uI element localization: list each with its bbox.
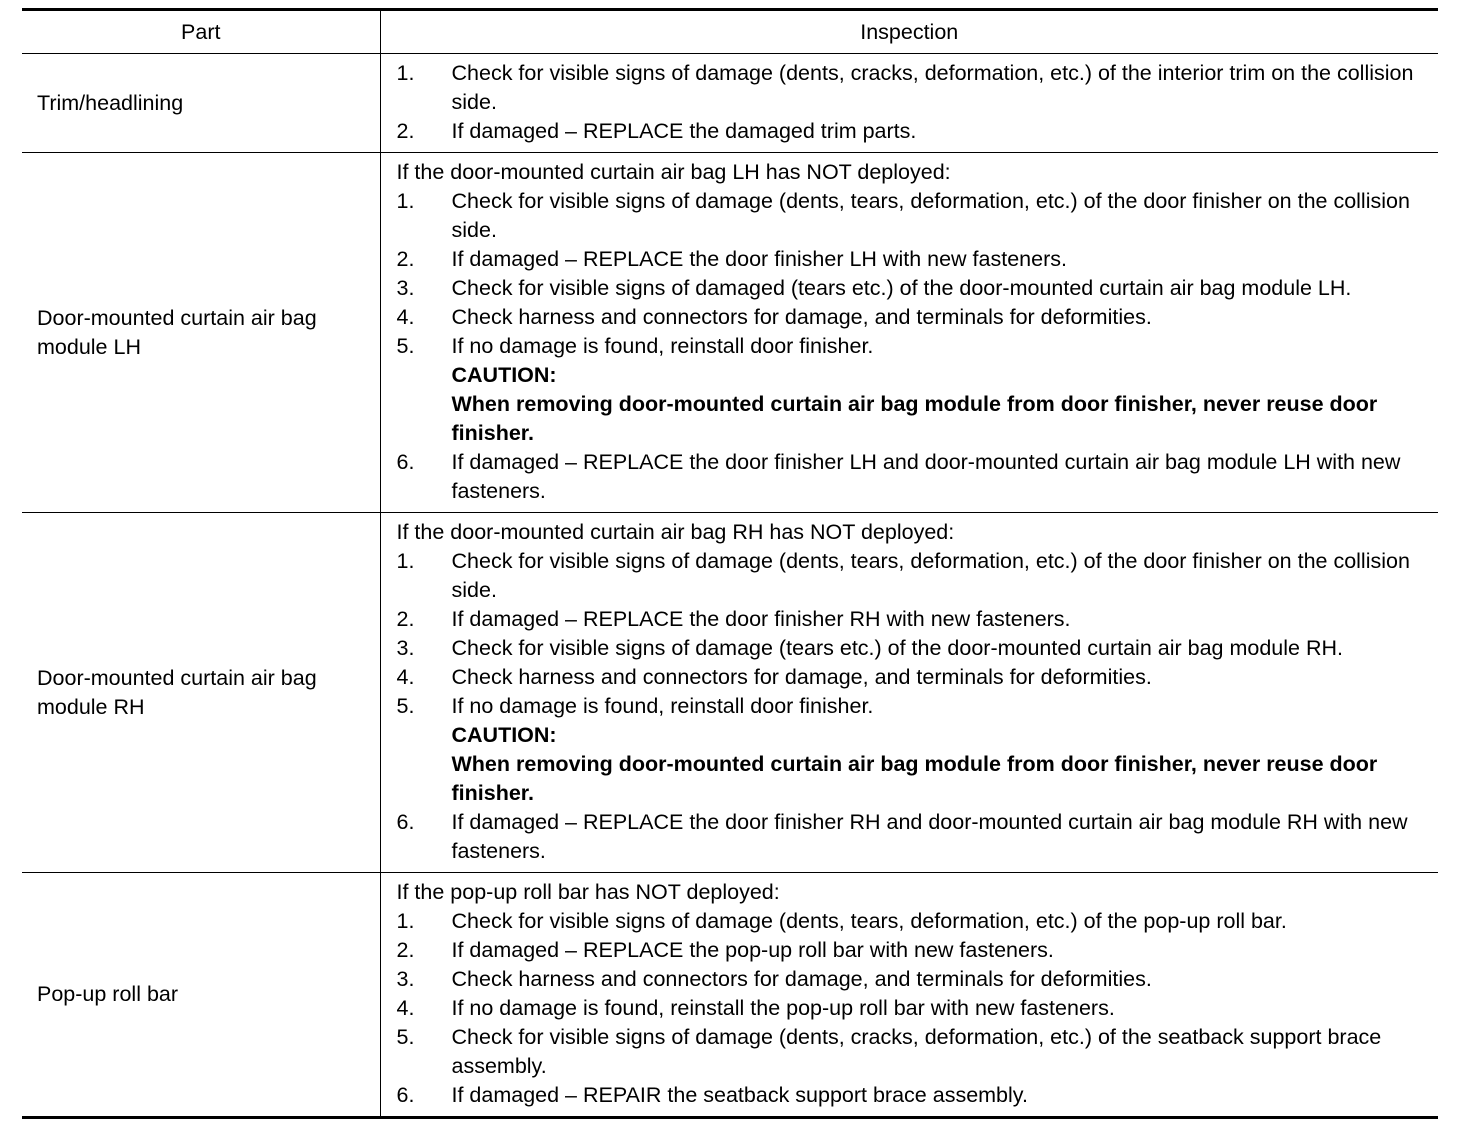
- step-text: If damaged – REPLACE the damaged trim parts.: [451, 119, 917, 143]
- caution-text: When removing door-mounted curtain air bag module from door finisher, never reuse door finisher.: [451, 392, 1378, 445]
- part-cell: Door-mounted curtain air bag module RH: [22, 513, 380, 873]
- step-number: 2.: [396, 607, 415, 631]
- step-text: If no damage is found, reinstall the pop-up roll bar with new fasteners.: [451, 996, 1115, 1020]
- part-cell: Pop-up roll bar: [22, 873, 380, 1118]
- step-text: If no damage is found, reinstall door finisher.: [451, 694, 874, 718]
- step-text: Check for visible signs of damage (dents, cracks, deformation, etc.) of the seatback support brace assembly.: [451, 1025, 1382, 1078]
- step-item: [397, 1023, 1429, 1081]
- step-number: 6.: [396, 1083, 415, 1107]
- step-number: 6.: [396, 450, 415, 474]
- step-text: Check for visible signs of damage (dents, cracks, deformation, etc.) of the interior trim on the collision side.: [451, 61, 1414, 114]
- step-item: [397, 936, 1429, 965]
- step-number: 6.: [396, 810, 415, 834]
- inspection-cell: [380, 513, 1438, 873]
- step-text: Check for visible signs of damage (dents, tears, deformation, etc.) of the door finisher on the collision side.: [451, 549, 1410, 602]
- inspection-cell: [380, 54, 1438, 153]
- step-item: [397, 1081, 1429, 1110]
- step-text: If damaged – REPLACE the door finisher RH and door-mounted curtain air bag module RH with new fasteners.: [451, 810, 1408, 863]
- step-item: [397, 187, 1429, 245]
- step-list: [397, 59, 1429, 146]
- step-text: If damaged – REPLACE the door finisher LH with new fasteners.: [451, 247, 1067, 271]
- step-item: [397, 274, 1429, 303]
- part-cell: Trim/headlining: [22, 54, 380, 153]
- step-list: [397, 907, 1429, 1110]
- step-number: 3.: [396, 636, 415, 660]
- inspection-cell: [380, 153, 1438, 513]
- table-row: [22, 54, 1438, 153]
- inspection-intro: If the door-mounted curtain air bag LH has NOT deployed:: [396, 160, 951, 184]
- step-item: [397, 634, 1429, 663]
- table-row: [22, 873, 1438, 1118]
- step-number: 5.: [396, 1025, 415, 1049]
- step-text: Check for visible signs of damaged (tears etc.) of the door-mounted curtain air bag module LH.: [451, 276, 1352, 300]
- table-row: [22, 513, 1438, 873]
- step-text: If no damage is found, reinstall door finisher.: [451, 334, 874, 358]
- inspection-cell: [380, 873, 1438, 1118]
- step-number: 3.: [396, 967, 415, 991]
- step-item: [397, 692, 1429, 808]
- step-text: If damaged – REPLACE the pop-up roll bar with new fasteners.: [451, 938, 1054, 962]
- step-text: Check harness and connectors for damage, and terminals for deformities.: [451, 305, 1152, 329]
- step-item: [397, 994, 1429, 1023]
- header-part: Part: [22, 10, 380, 54]
- inspection-table: [22, 8, 1438, 1119]
- step-number: 1.: [396, 549, 415, 573]
- inspection-intro: If the door-mounted curtain air bag RH has NOT deployed:: [396, 520, 955, 544]
- step-text: If damaged – REPLACE the door finisher RH with new fasteners.: [451, 607, 1071, 631]
- caution-label: CAUTION:: [451, 723, 557, 747]
- part-cell: Door-mounted curtain air bag module LH: [22, 153, 380, 513]
- step-item: [397, 303, 1429, 332]
- step-item: [397, 605, 1429, 634]
- step-list: [397, 187, 1429, 506]
- step-item: [397, 808, 1429, 866]
- table-body: [22, 54, 1438, 1118]
- step-text: Check harness and connectors for damage, and terminals for deformities.: [451, 967, 1152, 991]
- step-number: 2.: [396, 119, 415, 143]
- table-header: [22, 10, 1438, 54]
- step-number: 5.: [396, 334, 415, 358]
- table-row: [22, 153, 1438, 513]
- step-list: [397, 547, 1429, 866]
- step-item: [397, 245, 1429, 274]
- step-item: [397, 907, 1429, 936]
- step-item: [397, 332, 1429, 448]
- step-number: 2.: [396, 938, 415, 962]
- step-number: 5.: [396, 694, 415, 718]
- step-item: [397, 547, 1429, 605]
- caution-text: When removing door-mounted curtain air bag module from door finisher, never reuse door finisher.: [451, 752, 1378, 805]
- step-number: 1.: [396, 909, 415, 933]
- header-row: [22, 10, 1438, 54]
- step-text: Check for visible signs of damage (tears etc.) of the door-mounted curtain air bag module RH.: [451, 636, 1343, 660]
- step-text: Check for visible signs of damage (dents, tears, deformation, etc.) of the door finisher on the collision side.: [451, 189, 1410, 242]
- step-item: [397, 663, 1429, 692]
- step-item: [397, 965, 1429, 994]
- step-number: 4.: [396, 305, 415, 329]
- step-number: 1.: [396, 61, 415, 85]
- step-number: 3.: [396, 276, 415, 300]
- step-number: 2.: [396, 247, 415, 271]
- step-number: 4.: [396, 665, 415, 689]
- step-number: 1.: [396, 189, 415, 213]
- header-inspection: Inspection: [380, 10, 1438, 54]
- step-item: [397, 448, 1429, 506]
- step-number: 4.: [396, 996, 415, 1020]
- step-text: If damaged – REPAIR the seatback support brace assembly.: [451, 1083, 1028, 1107]
- step-item: [397, 59, 1429, 117]
- step-text: If damaged – REPLACE the door finisher LH and door-mounted curtain air bag module LH with new fasteners.: [451, 450, 1401, 503]
- step-text: Check harness and connectors for damage, and terminals for deformities.: [451, 665, 1152, 689]
- caution-label: CAUTION:: [451, 363, 557, 387]
- step-item: [397, 117, 1429, 146]
- step-text: Check for visible signs of damage (dents, tears, deformation, etc.) of the pop-up roll bar.: [451, 909, 1287, 933]
- inspection-intro: If the pop-up roll bar has NOT deployed:: [396, 880, 780, 904]
